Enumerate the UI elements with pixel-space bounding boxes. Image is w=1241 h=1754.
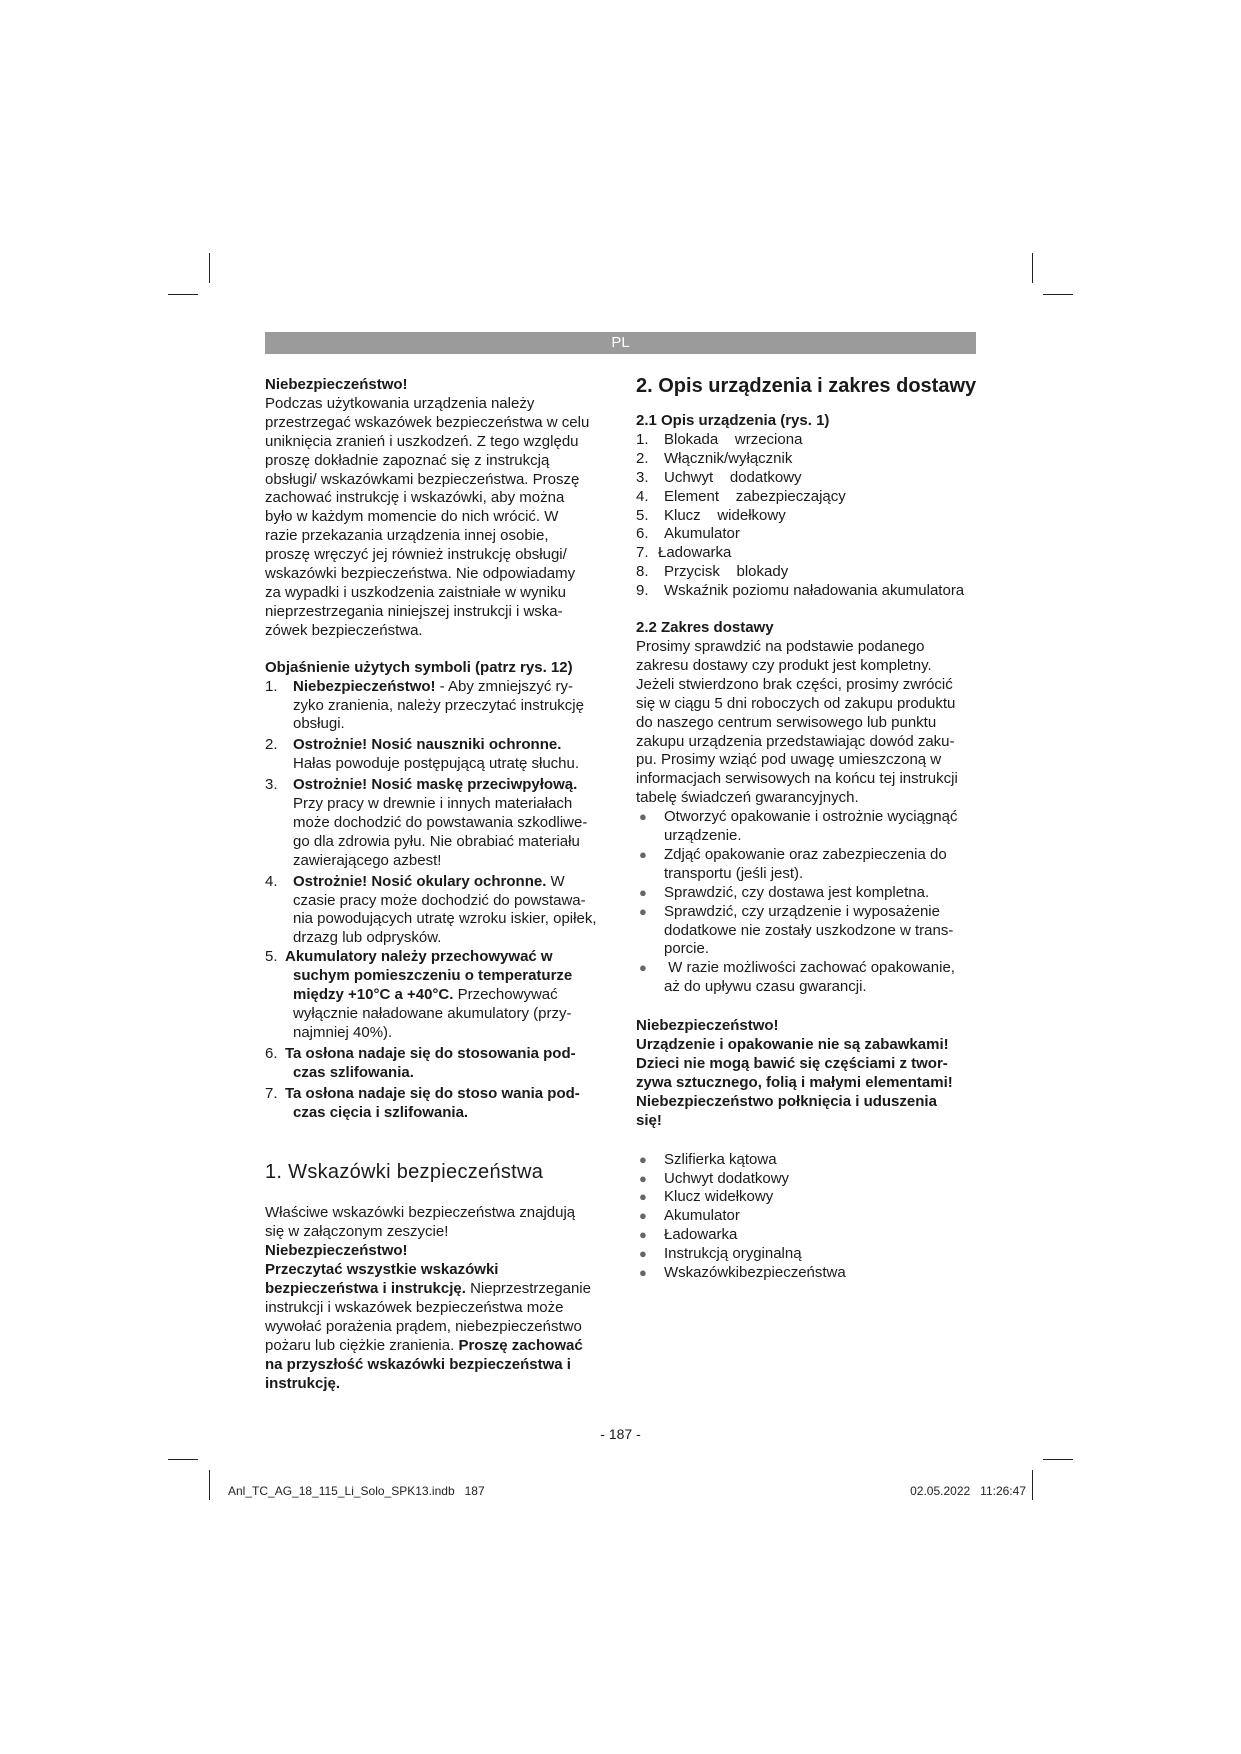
bullet-icon: ● bbox=[639, 1189, 647, 1205]
text: pożaru lub ciężkie zranienia. bbox=[265, 1336, 459, 1354]
text-line: Niebezpieczeństwo połknięcia i uduszenia bbox=[636, 1092, 937, 1110]
footer-datetime: 02.05.2022 11:26:47 bbox=[910, 1484, 1026, 1498]
crop-mark bbox=[209, 1470, 210, 1500]
crop-mark bbox=[209, 253, 210, 283]
text: zyko zranienia, należy przeczytać instrukcję bbox=[293, 696, 584, 714]
text: Sprawdzić, czy urządzenie i wyposażenie bbox=[664, 902, 940, 920]
text: W bbox=[546, 872, 565, 890]
text-line: Prosimy sprawdzić na podstawie podanego bbox=[636, 637, 925, 655]
text: porcie. bbox=[664, 940, 710, 958]
text: Ładowarka bbox=[664, 1226, 738, 1244]
crop-mark bbox=[168, 294, 198, 295]
list-item bbox=[636, 1170, 981, 1189]
text-line: przestrzegać wskazówek bezpieczeństwa w celu bbox=[265, 413, 590, 431]
list-number: 7. bbox=[636, 544, 649, 562]
danger-warning-block bbox=[636, 1017, 981, 1130]
bullet-icon: ● bbox=[639, 1151, 647, 1167]
bold-text: Niebezpieczeństwo! bbox=[293, 677, 436, 695]
text: Element zabezpieczający bbox=[664, 487, 846, 505]
list-item bbox=[636, 808, 981, 846]
text: urządzenie. bbox=[664, 827, 742, 845]
section-2-1-heading: 2.1 Opis urządzenia (rys. 1) bbox=[636, 412, 830, 429]
delivery-paragraph bbox=[636, 638, 981, 808]
text-line: zakupu urządzenia przedstawiając dowód zaku- bbox=[636, 732, 955, 750]
section-2-title: 2. Opis urządzenia i zakres dostawy bbox=[636, 375, 977, 397]
text: Szlifierka kątowa bbox=[664, 1150, 777, 1168]
text-line: zówek bezpieczeństwa. bbox=[265, 621, 423, 639]
bullet-icon: ● bbox=[639, 1170, 647, 1186]
text-line: Dzieci nie mogą bawić się częściami z twor- bbox=[636, 1055, 948, 1072]
list-item bbox=[636, 582, 981, 601]
text: Klucz widełkowy bbox=[664, 1188, 774, 1206]
text-line: zachować instrukcję i wskazówki, aby można bbox=[265, 489, 565, 507]
bullet-icon: ● bbox=[639, 846, 647, 862]
bullet-icon: ● bbox=[639, 1246, 647, 1262]
bold-text: suchym pomieszczeniu o temperaturze bbox=[293, 967, 573, 985]
bold-text: na przyszłość wskazówki bezpieczeństwa i bbox=[265, 1355, 571, 1373]
bold-text: między +10°C a +40°C. bbox=[293, 986, 454, 1004]
list-item bbox=[636, 563, 981, 582]
crop-mark bbox=[168, 1459, 198, 1460]
list-number: 2. bbox=[265, 736, 278, 754]
danger-heading: Niebezpieczeństwo! bbox=[265, 1242, 408, 1260]
list-item bbox=[265, 736, 615, 774]
list-item bbox=[636, 544, 981, 563]
text: Sprawdzić, czy dostawa jest kompletna. bbox=[664, 883, 930, 901]
text: Przy pracy w drewnie i innych materiałach bbox=[293, 795, 573, 813]
list-number: 5. bbox=[265, 948, 278, 966]
text-line: za wypadki i uszkodzenia zaistniałe w wyniku bbox=[265, 583, 566, 601]
text: Ładowarka bbox=[658, 544, 732, 562]
right-column bbox=[636, 374, 981, 1283]
list-number: 7. bbox=[265, 1084, 278, 1102]
list-number: 1. bbox=[265, 677, 278, 695]
list-number: 8. bbox=[636, 563, 649, 581]
text: drzazg lub odprysków. bbox=[293, 929, 442, 947]
text: Włącznik/wyłącznik bbox=[664, 449, 793, 467]
device-parts-list bbox=[636, 431, 981, 601]
text: Instrukcją oryginalną bbox=[664, 1245, 802, 1263]
text-line: razie przekazania urządzenia innej osobie, bbox=[265, 527, 549, 545]
bullet-icon: ● bbox=[639, 884, 647, 900]
list-number: 4. bbox=[265, 872, 278, 890]
language-code: PL bbox=[611, 334, 630, 351]
list-number: 3. bbox=[265, 776, 278, 794]
bullet-icon: ● bbox=[639, 809, 647, 825]
list-item bbox=[636, 1226, 981, 1245]
bold-text: bezpieczeństwa i instrukcję. bbox=[265, 1280, 466, 1298]
text-line: proszę wręczyć jej również instrukcję obsługi/ bbox=[265, 546, 567, 564]
text-line: informacjach serwisowych na końcu tej instrukcji bbox=[636, 770, 958, 788]
list-item bbox=[636, 959, 981, 997]
list-item bbox=[265, 948, 615, 1043]
text: Akumulator bbox=[664, 525, 740, 543]
crop-mark bbox=[1032, 1470, 1033, 1500]
list-item bbox=[265, 873, 615, 949]
list-number: 6. bbox=[265, 1044, 278, 1062]
bold-text: instrukcję. bbox=[265, 1374, 341, 1392]
section-1-body bbox=[265, 1204, 615, 1393]
delivery-steps-list bbox=[636, 808, 981, 997]
bold-text: Ostrożnie! Nosić maskę przeciwpyłową. bbox=[293, 776, 578, 794]
section-1-title: 1. Wskazówki bezpieczeństwa bbox=[265, 1161, 544, 1184]
text: Wskaźnik poziomu naładowania akumulatora bbox=[664, 582, 965, 600]
crop-mark bbox=[1043, 294, 1073, 295]
text-line: nieprzestrzegania niniejszej instrukcji i wska- bbox=[265, 602, 563, 620]
bold-text: Ta osłona nadaje się do stosowania pod- bbox=[285, 1044, 576, 1062]
text-line: zakresu dostawy czy produkt jest kompletny. bbox=[636, 656, 932, 674]
list-item bbox=[636, 903, 981, 960]
list-number: 6. bbox=[636, 525, 649, 543]
text-line: instrukcji i wskazówek bezpieczeństwa może bbox=[265, 1298, 564, 1316]
page-number: - 187 - bbox=[600, 1426, 641, 1442]
danger-heading: Niebezpieczeństwo! bbox=[265, 376, 408, 393]
text: może dochodzić do powstawania szkodliwe- bbox=[293, 813, 588, 831]
text-line: do naszego centrum serwisowego lub punktu bbox=[636, 713, 937, 731]
bullet-icon: ● bbox=[639, 1208, 647, 1224]
danger-paragraph bbox=[265, 395, 615, 641]
bullet-icon: ● bbox=[639, 903, 647, 919]
package-contents-list bbox=[636, 1151, 981, 1283]
text-line: wskazówki bezpieczeństwa. Nie odpowiadamy bbox=[265, 565, 576, 583]
text-line: pu. Prosimy wziąć pod uwagę umieszczoną w bbox=[636, 751, 942, 769]
bold-text: Ta osłona nadaje się do stoso wania pod- bbox=[285, 1084, 580, 1102]
text: Blokada wrzeciona bbox=[664, 430, 803, 448]
list-item bbox=[636, 1264, 981, 1283]
list-item bbox=[636, 525, 981, 544]
list-item bbox=[265, 678, 615, 735]
text: Otworzyć opakowanie i ostrożnie wyciągnąć bbox=[664, 808, 958, 826]
section-2-2-heading: 2.2 Zakres dostawy bbox=[636, 619, 774, 637]
bold-text: Akumulatory należy przechowywać w bbox=[285, 948, 553, 966]
text-line: Jeżeli stwierdzono brak części, prosimy zwrócić bbox=[636, 675, 953, 693]
symbols-heading: Objaśnienie użytych symboli (patrz rys. 12) bbox=[265, 658, 573, 676]
list-item bbox=[636, 1207, 981, 1226]
list-item bbox=[636, 469, 981, 488]
list-item bbox=[636, 884, 981, 903]
text-line: wywołać porażenia prądem, niebezpieczeństwo bbox=[265, 1317, 582, 1335]
bold-text: czas cięcia i szlifowania. bbox=[293, 1103, 469, 1121]
list-number: 9. bbox=[636, 582, 649, 600]
text-line: Urządzenie i opakowanie nie są zabawkami! bbox=[636, 1036, 949, 1054]
bullet-icon: ● bbox=[639, 1265, 647, 1281]
text: Uchwyt dodatkowy bbox=[664, 468, 802, 486]
text: Klucz widełkowy bbox=[664, 506, 786, 524]
text: zawierającego azbest! bbox=[293, 851, 442, 869]
danger-heading: Niebezpieczeństwo! bbox=[636, 1017, 779, 1035]
text: Wskazówkibezpieczeństwa bbox=[664, 1264, 846, 1282]
text-line: się! bbox=[636, 1111, 662, 1129]
text-line: się w załączonym zeszycie! bbox=[265, 1223, 449, 1241]
text-line: uniknięcia zranień i uszkodzeń. Z tego względu bbox=[265, 432, 579, 450]
list-item bbox=[636, 846, 981, 884]
language-header-bar bbox=[265, 332, 976, 354]
bold-text: Ostrożnie! Nosić nauszniki ochronne. bbox=[293, 736, 562, 754]
list-item bbox=[265, 776, 615, 871]
bold-text: Proszę zachować bbox=[458, 1336, 583, 1354]
text: Przechowywać bbox=[453, 986, 558, 1004]
list-item bbox=[265, 1045, 615, 1083]
text: Akumulator bbox=[664, 1207, 740, 1225]
bold-text: czas szlifowania. bbox=[293, 1063, 414, 1081]
text: go dla zdrowia pyłu. Nie obrabiać materiału bbox=[293, 832, 580, 850]
crop-mark bbox=[1032, 253, 1033, 283]
text-line: się w ciągu 5 dni roboczych od zakupu produktu bbox=[636, 694, 956, 712]
text-line: proszę dokładnie zapoznać się z instrukcją bbox=[265, 451, 550, 469]
text-line: obsługi/ wskazówkami bezpieczeństwa. Proszę bbox=[265, 470, 580, 488]
text: nia powodujących utratę wzroku iskier, opiłek, bbox=[293, 910, 597, 928]
bullet-icon: ● bbox=[639, 960, 647, 976]
list-number: 1. bbox=[636, 430, 649, 448]
list-item bbox=[636, 1188, 981, 1207]
text: najmniej 40%). bbox=[293, 1023, 393, 1041]
list-item bbox=[636, 507, 981, 526]
text-line: Podczas użytkowania urządzenia należy bbox=[265, 394, 535, 412]
text: transportu (jeśli jest). bbox=[664, 864, 804, 882]
text-line: było w każdym momencie do nich wrócić. W bbox=[265, 508, 559, 526]
crop-mark bbox=[1043, 1459, 1073, 1460]
text: dodatkowe nie zostały uszkodzone w trans- bbox=[664, 921, 954, 939]
list-number: 2. bbox=[636, 449, 649, 467]
text: obsługi. bbox=[293, 715, 345, 733]
list-item bbox=[636, 488, 981, 507]
list-item bbox=[636, 450, 981, 469]
footer-filename: Anl_TC_AG_18_115_Li_Solo_SPK13.indb 187 bbox=[228, 1484, 485, 1498]
symbols-list bbox=[265, 678, 615, 1123]
list-number: 4. bbox=[636, 487, 649, 505]
list-number: 5. bbox=[636, 506, 649, 524]
text-line: zywa sztucznego, folią i małymi elementami! bbox=[636, 1073, 953, 1091]
bullet-icon: ● bbox=[639, 1227, 647, 1243]
text: - Aby zmniejszyć ry- bbox=[435, 677, 574, 695]
list-item bbox=[636, 1245, 981, 1264]
text: Hałas powoduje postępującą utratę słuchu. bbox=[293, 755, 580, 773]
list-item bbox=[636, 431, 981, 450]
left-column bbox=[265, 376, 615, 1394]
list-number: 3. bbox=[636, 468, 649, 486]
list-item bbox=[636, 1151, 981, 1170]
text: czasie pracy może dochodzić do powstawa- bbox=[293, 891, 586, 909]
text: Przycisk blokady bbox=[664, 563, 789, 581]
text: wyłącznie naładowane akumulatory (przy- bbox=[293, 1005, 572, 1022]
text-line: Właściwe wskazówki bezpieczeństwa znajdują bbox=[265, 1204, 576, 1222]
text: Nieprzestrzeganie bbox=[465, 1280, 591, 1298]
bold-text: Ostrożnie! Nosić okulary ochronne. bbox=[293, 872, 547, 890]
text: W razie możliwości zachować opakowanie, bbox=[664, 959, 955, 977]
text: Uchwyt dodatkowy bbox=[664, 1169, 790, 1187]
text-line: tabelę świadczeń gwarancyjnych. bbox=[636, 789, 859, 807]
text: Zdjąć opakowanie oraz zabezpieczenia do bbox=[664, 845, 947, 863]
list-item bbox=[265, 1085, 615, 1123]
text: aż do upływu czasu gwarancji. bbox=[664, 978, 867, 996]
bold-text: Przeczytać wszystkie wskazówki bbox=[265, 1261, 499, 1279]
